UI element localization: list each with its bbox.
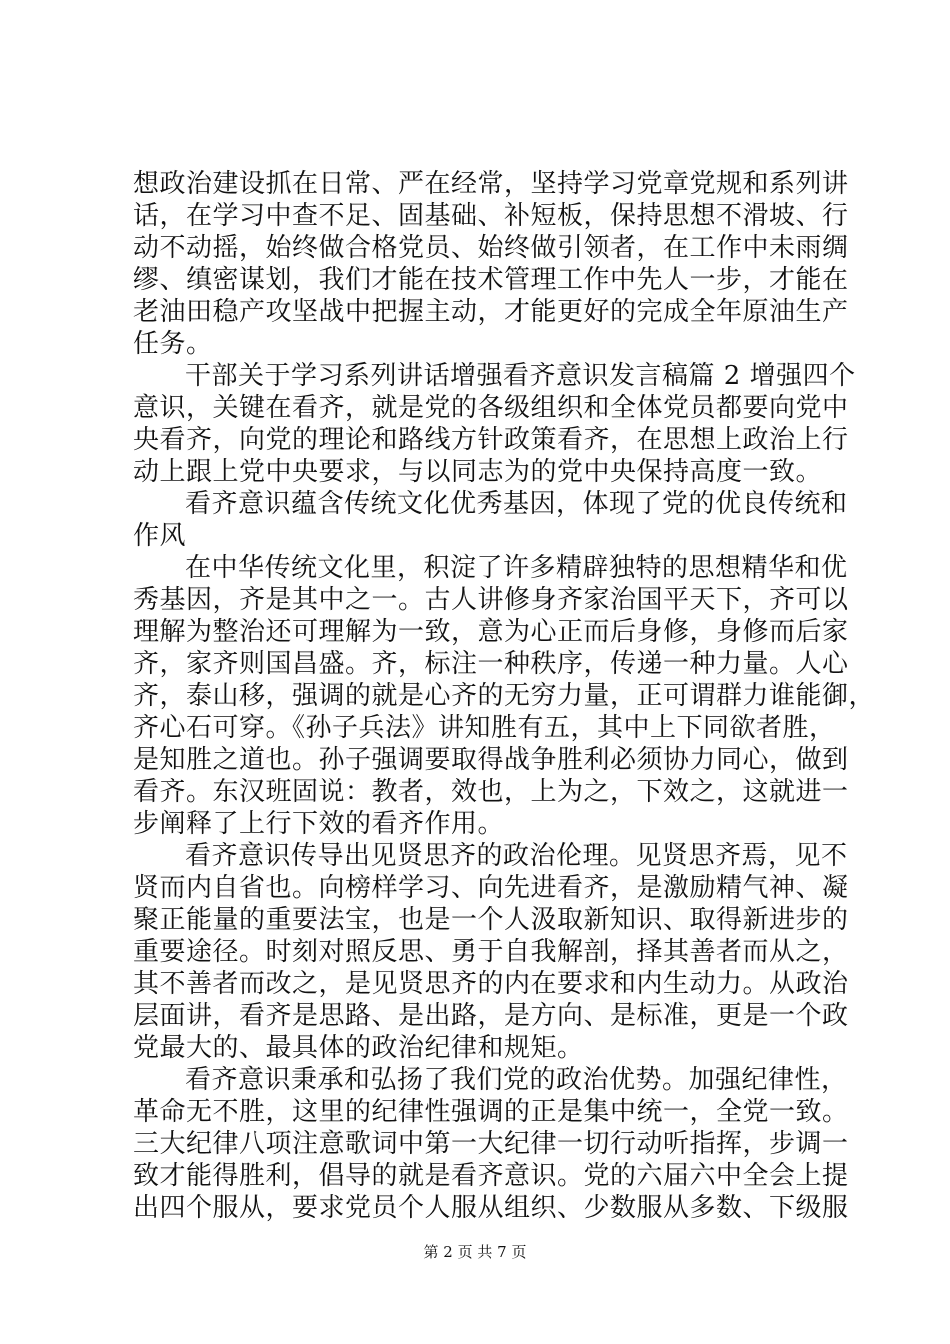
paragraph-first-line: 在中华传统文化里，积淀了许多精辟独特的思想精华和优 bbox=[185, 553, 848, 583]
text-line: 层面讲，看齐是思路、是出路，是方向、是标准，更是一个政 bbox=[133, 1001, 849, 1031]
document-body bbox=[133, 168, 876, 1224]
text-line: 老油田稳产攻坚战中把握主动，才能更好的完成全年原油生产 bbox=[133, 297, 849, 327]
text-line: 重要途径。时刻对照反思、勇于自我解剖，择其善者而从之， bbox=[133, 937, 849, 967]
text-line: 齐心石可穿。《孙子兵法》讲知胜有五，其中上下同欲者胜， bbox=[133, 713, 836, 743]
text-line: 致才能得胜利，倡导的就是看齐意识。党的六届六中全会上提 bbox=[133, 1161, 849, 1191]
text-line: 理解为整治还可理解为一致，意为心正而后身修，身修而后家 bbox=[133, 617, 849, 647]
text-line: 作风 bbox=[133, 521, 187, 551]
paragraph-first-line: 看齐意识传导出见贤思齐的政治伦理。见贤思齐焉，见不 bbox=[185, 841, 848, 871]
text-line: 贤而内自省也。向榜样学习、向先进看齐，是激励精气神、凝 bbox=[133, 873, 849, 903]
text-line: 出四个服从，要求党员个人服从组织、少数服从多数、下级服 bbox=[133, 1193, 849, 1223]
text-line: 革命无不胜，这里的纪律性强调的正是集中统一，全党一致。 bbox=[133, 1097, 849, 1127]
text-line: 意识，关键在看齐，就是党的各级组织和全体党员都要向党中 bbox=[133, 393, 849, 423]
text-line: 是知胜之道也。孙子强调要取得战争胜利必须协力同心，做到 bbox=[133, 745, 849, 775]
text-line: 看齐。东汉班固说：教者，效也，上为之，下效之，这就进一 bbox=[133, 777, 849, 807]
text-line: 缪、缜密谋划，我们才能在技术管理工作中先人一步，才能在 bbox=[133, 265, 849, 295]
text-line: 任务。 bbox=[133, 329, 213, 359]
paragraph-first-line: 看齐意识蕴含传统文化优秀基因，体现了党的优良传统和 bbox=[185, 489, 848, 519]
paragraph-first-line: 干部关于学习系列讲话增强看齐意识发言稿篇 2 增强四个 bbox=[185, 361, 856, 391]
text-line: 秀基因，齐是其中之一。古人讲修身齐家治国平天下，齐可以 bbox=[133, 585, 849, 615]
paragraph-first-line: 看齐意识秉承和弘扬了我们党的政治优势。加强纪律性， bbox=[185, 1065, 848, 1095]
page-footer: 第 2 页 共 7 页 bbox=[423, 1243, 527, 1261]
text-line: 齐，泰山移，强调的就是心齐的无穷力量，正可谓群力谁能御， bbox=[133, 681, 876, 711]
text-line: 想政治建设抓在日常、严在经常，坚持学习党章党规和系列讲 bbox=[133, 169, 849, 199]
text-line: 其不善者而改之，是见贤思齐的内在要求和内生动力。从政治 bbox=[133, 969, 849, 999]
text-line: 动上跟上党中央要求，与以同志为的党中央保持高度一致。 bbox=[133, 457, 823, 487]
text-line: 央看齐，向党的理论和路线方针政策看齐，在思想上政治上行 bbox=[133, 425, 849, 455]
text-line: 话，在学习中查不足、固基础、补短板，保持思想不滑坡、行 bbox=[133, 201, 849, 231]
text-line: 党最大的、最具体的政治纪律和规矩。 bbox=[133, 1033, 584, 1063]
text-line: 步阐释了上行下效的看齐作用。 bbox=[133, 809, 505, 839]
text-line: 齐，家齐则国昌盛。齐，标注一种秩序，传递一种力量。人心 bbox=[133, 649, 849, 679]
text-line: 聚正能量的重要法宝，也是一个人汲取新知识、取得新进步的 bbox=[133, 905, 849, 935]
text-line: 三大纪律八项注意歌词中第一大纪律一切行动听指挥，步调一 bbox=[133, 1129, 849, 1159]
text-line: 动不动摇，始终做合格党员、始终做引领者，在工作中未雨绸 bbox=[133, 233, 849, 263]
